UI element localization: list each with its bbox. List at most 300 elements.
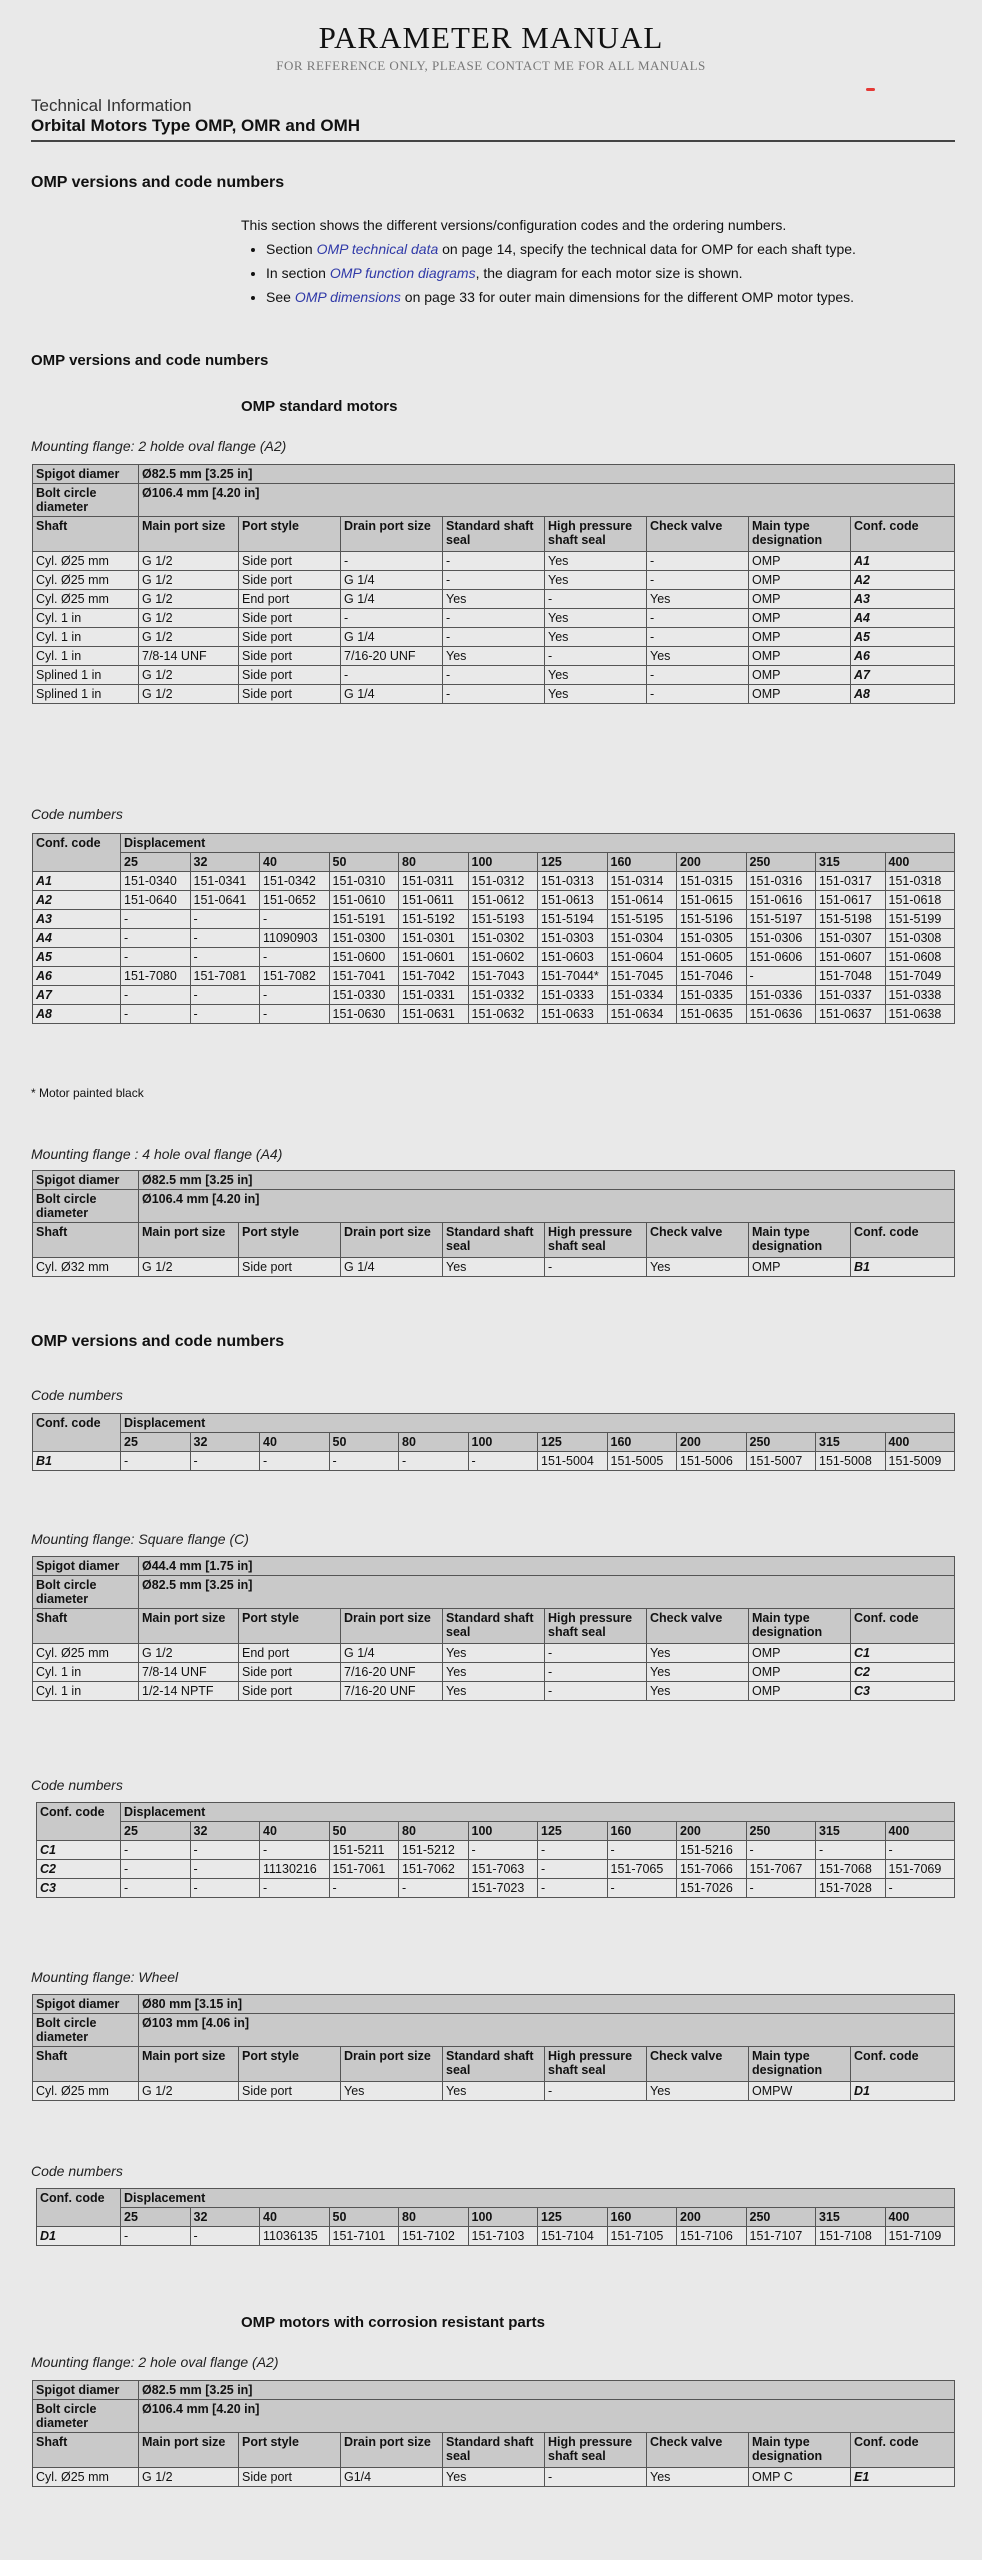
subsection-title: OMP motors with corrosion resistant parts — [241, 2314, 545, 2331]
table-cell: Yes — [647, 1258, 749, 1277]
table-cell: G 1/4 — [341, 685, 443, 704]
displacement-value: 40 — [260, 1433, 330, 1452]
table-cell: Yes — [647, 1663, 749, 1682]
table-cell: OMP — [749, 666, 851, 685]
header-row — [33, 1609, 955, 1644]
code-number-cell: 151-0634 — [607, 1005, 677, 1024]
code-number-cell: 151-0341 — [190, 872, 260, 891]
column-header: High pressure shaft seal — [545, 1223, 647, 1258]
bolt-row — [33, 2400, 955, 2433]
table-cell: Yes — [443, 1682, 545, 1701]
table-cell: - — [443, 609, 545, 628]
code-number-cell: 151-0315 — [677, 872, 747, 891]
code-number-cell: - — [190, 1005, 260, 1024]
code-number-cell: - — [121, 1005, 191, 1024]
link-dimensions[interactable]: OMP dimensions — [294, 289, 401, 305]
code-number-cell: 151-7103 — [468, 2227, 538, 2246]
code-number-cell: - — [260, 1005, 330, 1024]
code-number-cell: - — [190, 948, 260, 967]
code-number-cell: - — [260, 1879, 330, 1898]
column-header: Main port size — [139, 1609, 239, 1644]
code-number-cell: 151-5212 — [399, 1841, 469, 1860]
table-caption: Code numbers — [31, 1777, 123, 1793]
code-number-cell: 151-0635 — [677, 1005, 747, 1024]
displacement-row — [37, 1822, 955, 1841]
code-number-cell: 151-7104 — [538, 2227, 608, 2246]
conf-code-cell: D1 — [851, 2082, 955, 2101]
displacement-value: 160 — [607, 2208, 677, 2227]
table-cell: G 1/2 — [139, 685, 239, 704]
table-cell: Side port — [239, 552, 341, 571]
code-number-cell: - — [190, 1879, 260, 1898]
column-header: Main type designation — [749, 2433, 851, 2468]
conf-code-cell: A5 — [851, 628, 955, 647]
code-number-cell: 151-0605 — [677, 948, 747, 967]
code-number-cell: 151-0310 — [329, 872, 399, 891]
displacement-value: 200 — [677, 1822, 747, 1841]
code-number-cell: 151-7106 — [677, 2227, 747, 2246]
intro-bullet: • In section OMP function diagrams, the diagram for each motor size is shown. — [266, 261, 961, 285]
column-header: Main type designation — [749, 1609, 851, 1644]
displacement-value: 25 — [121, 2208, 191, 2227]
code-number-cell: 151-0611 — [399, 891, 469, 910]
column-header: Standard shaft seal — [443, 1223, 545, 1258]
code-number-cell: - — [468, 1452, 538, 1471]
table-row — [33, 1644, 955, 1663]
column-header: Port style — [239, 1223, 341, 1258]
column-header: Check valve — [647, 517, 749, 552]
code-number-cell: 151-0317 — [816, 872, 886, 891]
bolt-value: Ø82.5 mm [3.25 in] — [139, 1576, 955, 1609]
bolt-value: Ø106.4 mm [4.20 in] — [139, 1190, 955, 1223]
code-number-cell: - — [190, 1452, 260, 1471]
code-number-cell: 151-7080 — [121, 967, 191, 986]
table-cell: G 1/4 — [341, 590, 443, 609]
spec-table — [32, 1994, 955, 2101]
code-number-cell: 151-7063 — [468, 1860, 538, 1879]
displacement-value: 160 — [607, 1822, 677, 1841]
link-technical-data[interactable]: OMP technical data — [316, 241, 439, 257]
table-cell: Yes — [647, 2468, 749, 2487]
table-row — [33, 590, 955, 609]
code-number-cell: - — [121, 2227, 191, 2246]
table-row — [33, 571, 955, 590]
table-cell: - — [545, 1663, 647, 1682]
table-row — [37, 1841, 955, 1860]
column-header: Main port size — [139, 1223, 239, 1258]
table-cell: Yes — [647, 1644, 749, 1663]
table-cell: OMP — [749, 609, 851, 628]
code-number-cell: - — [121, 948, 191, 967]
code-number-cell: 151-7042 — [399, 967, 469, 986]
code-number-cell: 151-0632 — [468, 1005, 538, 1024]
table-cell: - — [545, 647, 647, 666]
table-cell: Yes — [443, 2082, 545, 2101]
table-caption: Mounting flange: Square flange (C) — [31, 1531, 249, 1547]
code-number-cell: 151-5192 — [399, 910, 469, 929]
code-number-cell: - — [399, 1879, 469, 1898]
code-number-cell: 151-0610 — [329, 891, 399, 910]
table-cell: - — [647, 571, 749, 590]
bolt-row — [33, 1190, 955, 1223]
code-number-cell: - — [538, 1860, 608, 1879]
code-number-cell: 151-0312 — [468, 872, 538, 891]
code-number-cell: 151-5198 — [816, 910, 886, 929]
code-number-cell: - — [121, 1860, 191, 1879]
code-number-cell: 151-0316 — [746, 872, 816, 891]
spigot-row — [33, 1557, 955, 1576]
table-caption: Mounting flange: 2 holde oval flange (A2) — [31, 438, 287, 454]
table-cell: Side port — [239, 1663, 341, 1682]
displacement-value: 315 — [816, 2208, 886, 2227]
code-number-cell: 151-7044* — [538, 967, 608, 986]
code-number-cell: - — [121, 910, 191, 929]
code-number-cell: 151-0631 — [399, 1005, 469, 1024]
table-cell: Cyl. Ø25 mm — [33, 1644, 139, 1663]
table-cell: - — [647, 552, 749, 571]
code-number-cell: 151-0615 — [677, 891, 747, 910]
column-header: Shaft — [33, 2433, 139, 2468]
column-header: Standard shaft seal — [443, 2047, 545, 2082]
displacement-value: 160 — [607, 853, 677, 872]
code-number-cell: 151-0602 — [468, 948, 538, 967]
conf-code-cell: A1 — [851, 552, 955, 571]
displacement-value: 50 — [329, 2208, 399, 2227]
code-number-cell: 151-5216 — [677, 1841, 747, 1860]
displacement-value: 50 — [329, 1433, 399, 1452]
column-header: Conf. code — [851, 2047, 955, 2082]
column-header: Port style — [239, 2433, 341, 2468]
table-cell: Side port — [239, 628, 341, 647]
code-number-cell: 151-0314 — [607, 872, 677, 891]
displacement-value: 100 — [468, 2208, 538, 2227]
code-number-cell: - — [260, 1452, 330, 1471]
table-cell: OMP — [749, 628, 851, 647]
code-number-cell: 151-0301 — [399, 929, 469, 948]
code-number-cell: 151-5196 — [677, 910, 747, 929]
column-header: Conf. code — [851, 1609, 955, 1644]
conf-code-cell: B1 — [33, 1452, 121, 1471]
displacement-value: 40 — [260, 853, 330, 872]
displacement-value: 32 — [190, 1822, 260, 1841]
table-cell: Side port — [239, 685, 341, 704]
displacement-value: 32 — [190, 2208, 260, 2227]
column-header: High pressure shaft seal — [545, 517, 647, 552]
code-table — [32, 833, 955, 1024]
table-row — [33, 891, 955, 910]
table-cell: OMP — [749, 1258, 851, 1277]
code-number-cell: - — [329, 1452, 399, 1471]
code-number-cell: 151-5197 — [746, 910, 816, 929]
table-row — [33, 1005, 955, 1024]
spec-table — [32, 1170, 955, 1277]
conf-code-cell: A3 — [851, 590, 955, 609]
column-header: Conf. code — [851, 517, 955, 552]
table-row — [33, 1682, 955, 1701]
code-number-cell: 151-0638 — [885, 1005, 955, 1024]
displacement-value: 160 — [607, 1433, 677, 1452]
column-header: Shaft — [33, 1609, 139, 1644]
spigot-row — [33, 1995, 955, 2014]
table-cell: Cyl. 1 in — [33, 1663, 139, 1682]
column-header: Main port size — [139, 2433, 239, 2468]
code-number-cell: - — [538, 1841, 608, 1860]
code-number-cell: 151-0636 — [746, 1005, 816, 1024]
conf-code-cell: A7 — [851, 666, 955, 685]
table-cell: Yes — [443, 2468, 545, 2487]
column-header: Check valve — [647, 2433, 749, 2468]
table-cell: G 1/2 — [139, 2468, 239, 2487]
column-header: Main type designation — [749, 1223, 851, 1258]
column-header: Standard shaft seal — [443, 2433, 545, 2468]
column-header: High pressure shaft seal — [545, 1609, 647, 1644]
code-number-cell: 151-7049 — [885, 967, 955, 986]
table-cell: G 1/2 — [139, 552, 239, 571]
code-number-cell: 151-7068 — [816, 1860, 886, 1879]
table-cell: Cyl. Ø25 mm — [33, 2082, 139, 2101]
table-row — [33, 685, 955, 704]
code-table — [36, 2188, 955, 2246]
conf-code-cell: A4 — [33, 929, 121, 948]
column-header: Drain port size — [341, 517, 443, 552]
table-caption: Code numbers — [31, 2163, 123, 2179]
code-number-cell: 151-7082 — [260, 967, 330, 986]
code-number-cell: 151-0331 — [399, 986, 469, 1005]
conf-code-header: Conf. code — [33, 1414, 121, 1452]
table-cell: - — [545, 2082, 647, 2101]
header-row — [37, 2189, 955, 2208]
column-header: Drain port size — [341, 1609, 443, 1644]
table-cell: Yes — [647, 647, 749, 666]
code-number-cell: 151-5191 — [329, 910, 399, 929]
code-number-cell: - — [260, 948, 330, 967]
code-number-cell: - — [746, 1879, 816, 1898]
code-number-cell: 151-0308 — [885, 929, 955, 948]
column-header: Main type designation — [749, 2047, 851, 2082]
code-number-cell: - — [607, 1879, 677, 1898]
table-cell: - — [545, 1644, 647, 1663]
table-caption: Mounting flange: 2 hole oval flange (A2) — [31, 2354, 279, 2370]
code-number-cell: 151-0652 — [260, 891, 330, 910]
code-table — [36, 1802, 955, 1898]
table-cell: - — [443, 552, 545, 571]
table-row — [33, 967, 955, 986]
displacement-header: Displacement — [121, 1414, 955, 1433]
code-number-cell: 151-0601 — [399, 948, 469, 967]
code-number-cell: - — [121, 1452, 191, 1471]
header-row — [33, 2433, 955, 2468]
code-number-cell: 151-5195 — [607, 910, 677, 929]
code-number-cell: - — [816, 1841, 886, 1860]
bolt-value: Ø103 mm [4.06 in] — [139, 2014, 955, 2047]
intro-bullet: • Section OMP technical data on page 14, specify the technical data for OMP for each shaft type. — [266, 237, 961, 261]
column-header: Conf. code — [851, 1223, 955, 1258]
table-row — [33, 929, 955, 948]
code-number-cell: - — [607, 1841, 677, 1860]
conf-code-cell: A6 — [33, 967, 121, 986]
header-row — [33, 834, 955, 853]
code-number-cell: 151-0604 — [607, 948, 677, 967]
displacement-value: 250 — [746, 2208, 816, 2227]
column-header: Standard shaft seal — [443, 517, 545, 552]
code-number-cell: - — [190, 2227, 260, 2246]
displacement-value: 25 — [121, 1822, 191, 1841]
footnote: * Motor painted black — [31, 1086, 144, 1100]
table-cell: - — [647, 628, 749, 647]
code-number-cell: 151-7045 — [607, 967, 677, 986]
header-row — [37, 1803, 955, 1822]
column-header: Standard shaft seal — [443, 1609, 545, 1644]
column-header: Shaft — [33, 1223, 139, 1258]
conf-code-cell: A6 — [851, 647, 955, 666]
conf-code-cell: C3 — [851, 1682, 955, 1701]
displacement-value: 40 — [260, 2208, 330, 2227]
table-cell: End port — [239, 1644, 341, 1663]
conf-code-cell: B1 — [851, 1258, 955, 1277]
table-cell: Yes — [545, 571, 647, 590]
table-row — [33, 552, 955, 571]
table-cell: - — [545, 2468, 647, 2487]
table-cell: OMPW — [749, 2082, 851, 2101]
displacement-value: 50 — [329, 853, 399, 872]
table-cell: Side port — [239, 1258, 341, 1277]
spigot-row — [33, 1171, 955, 1190]
table-cell: - — [443, 571, 545, 590]
code-number-cell: 151-7107 — [746, 2227, 816, 2246]
link-function-diagrams[interactable]: OMP function diagrams — [329, 265, 476, 281]
spigot-value: Ø82.5 mm [3.25 in] — [139, 465, 955, 484]
code-number-cell: 151-0617 — [816, 891, 886, 910]
code-number-cell: 151-7023 — [468, 1879, 538, 1898]
displacement-value: 100 — [468, 1433, 538, 1452]
conf-code-cell: C3 — [37, 1879, 121, 1898]
bolt-value: Ø106.4 mm [4.20 in] — [139, 2400, 955, 2433]
code-number-cell: 151-7067 — [746, 1860, 816, 1879]
code-number-cell: 151-0603 — [538, 948, 608, 967]
conf-code-header: Conf. code — [37, 1803, 121, 1841]
table-caption: Mounting flange : 4 hole oval flange (A4) — [31, 1146, 283, 1162]
code-number-cell: 151-0606 — [746, 948, 816, 967]
table-cell: Side port — [239, 647, 341, 666]
column-header: Port style — [239, 517, 341, 552]
spigot-label: Spigot diamer — [33, 2381, 139, 2400]
intro-bullet: • See OMP dimensions on page 33 for outer main dimensions for the different OMP motor types. — [266, 285, 961, 309]
intro-list — [241, 237, 961, 309]
code-number-cell: 151-5008 — [816, 1452, 886, 1471]
table-row — [33, 986, 955, 1005]
table-cell: - — [341, 666, 443, 685]
bolt-row — [33, 2014, 955, 2047]
table-cell: OMP — [749, 647, 851, 666]
code-number-cell: 151-0335 — [677, 986, 747, 1005]
code-number-cell: - — [260, 986, 330, 1005]
code-number-cell: - — [190, 910, 260, 929]
table-row — [33, 1663, 955, 1682]
table-cell: G 1/4 — [341, 1258, 443, 1277]
table-cell: Cyl. 1 in — [33, 647, 139, 666]
subsection-title: OMP standard motors — [241, 398, 398, 415]
table-cell: Yes — [443, 647, 545, 666]
table-cell: Side port — [239, 609, 341, 628]
column-header: Main type designation — [749, 517, 851, 552]
code-number-cell: 151-0311 — [399, 872, 469, 891]
code-number-cell: 151-0612 — [468, 891, 538, 910]
table-cell: 7/16-20 UNF — [341, 1663, 443, 1682]
displacement-header: Displacement — [121, 1803, 955, 1822]
code-number-cell: 151-0300 — [329, 929, 399, 948]
code-number-cell: 151-7062 — [399, 1860, 469, 1879]
displacement-value: 400 — [885, 1433, 955, 1452]
displacement-value: 80 — [399, 2208, 469, 2227]
table-cell: Yes — [647, 1682, 749, 1701]
document-header — [31, 96, 955, 142]
code-number-cell: 151-7081 — [190, 967, 260, 986]
code-number-cell: 151-0305 — [677, 929, 747, 948]
table-cell: - — [647, 685, 749, 704]
code-number-cell: 151-0613 — [538, 891, 608, 910]
code-table — [32, 1413, 955, 1471]
code-number-cell: 151-7061 — [329, 1860, 399, 1879]
table-cell: Side port — [239, 571, 341, 590]
table-cell: Cyl. 1 in — [33, 609, 139, 628]
bolt-label: Bolt circle diameter — [33, 2400, 139, 2433]
table-cell: Side port — [239, 2468, 341, 2487]
column-header: Check valve — [647, 2047, 749, 2082]
table-row — [33, 1452, 955, 1471]
table-cell: - — [647, 609, 749, 628]
column-header: Check valve — [647, 1609, 749, 1644]
displacement-value: 100 — [468, 1822, 538, 1841]
banner-subtitle: FOR REFERENCE ONLY, PLEASE CONTACT ME FOR ALL MANUALS — [276, 58, 706, 73]
code-number-cell: 151-7069 — [885, 1860, 955, 1879]
table-cell: Yes — [443, 1258, 545, 1277]
table-cell: Yes — [545, 552, 647, 571]
table-cell: G1/4 — [341, 2468, 443, 2487]
spec-table — [32, 2380, 955, 2487]
code-number-cell: 151-0637 — [816, 1005, 886, 1024]
intro-text: This section shows the different versions/configuration codes and the ordering numbers. — [241, 217, 787, 233]
brand-mark — [866, 88, 875, 91]
table-row — [33, 872, 955, 891]
displacement-value: 25 — [121, 853, 191, 872]
conf-code-cell: A1 — [33, 872, 121, 891]
displacement-value: 250 — [746, 1433, 816, 1452]
table-cell: G 1/2 — [139, 2082, 239, 2101]
displacement-value: 32 — [190, 1433, 260, 1452]
table-cell: G 1/2 — [139, 628, 239, 647]
column-header: Main port size — [139, 2047, 239, 2082]
displacement-row — [33, 853, 955, 872]
table-cell: Cyl. 1 in — [33, 1682, 139, 1701]
table-cell: 7/16-20 UNF — [341, 1682, 443, 1701]
code-number-cell: - — [121, 1879, 191, 1898]
code-number-cell: - — [746, 967, 816, 986]
intro-block — [241, 213, 961, 309]
code-number-cell: 151-5005 — [607, 1452, 677, 1471]
table-cell: - — [545, 1258, 647, 1277]
code-number-cell: - — [885, 1841, 955, 1860]
spigot-value: Ø82.5 mm [3.25 in] — [139, 2381, 955, 2400]
conf-code-cell: A8 — [851, 685, 955, 704]
code-number-cell: 151-5193 — [468, 910, 538, 929]
table-cell: OMP — [749, 571, 851, 590]
header-row — [33, 517, 955, 552]
table-cell: OMP — [749, 590, 851, 609]
bolt-row — [33, 1576, 955, 1609]
code-number-cell: 151-0338 — [885, 986, 955, 1005]
table-cell: - — [545, 1682, 647, 1701]
displacement-row — [37, 2208, 955, 2227]
